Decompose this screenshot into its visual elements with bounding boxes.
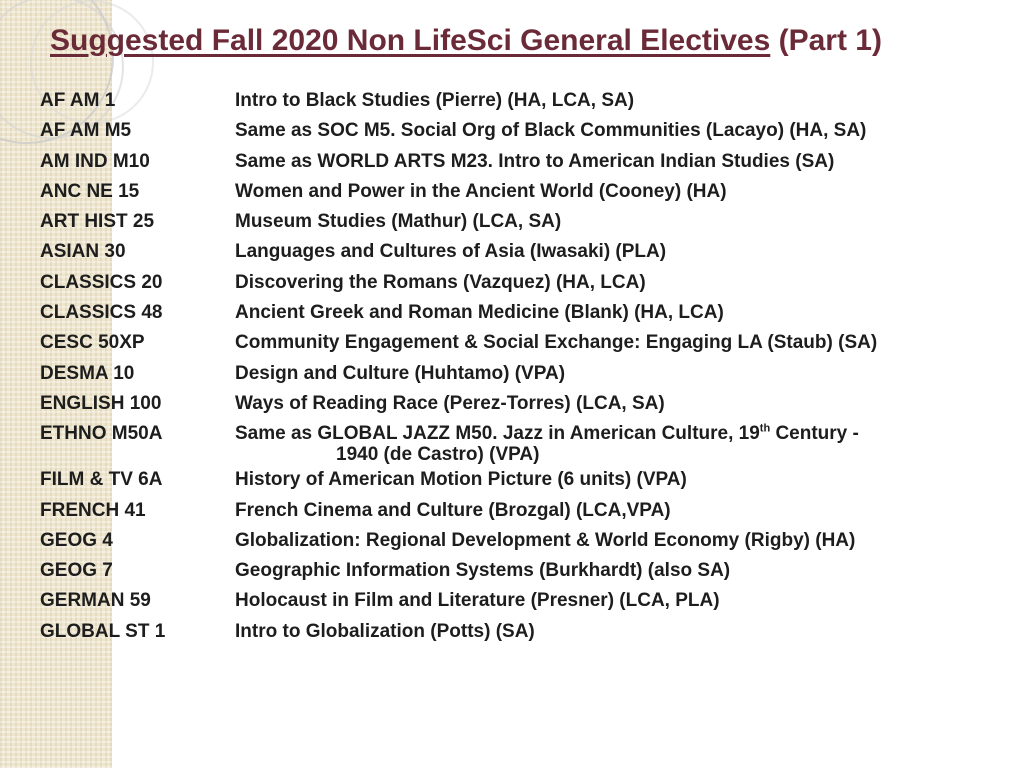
course-code: DESMA 10 — [40, 362, 135, 384]
course-description: Holocaust in Film and Literature (Presner) (LCA, PLA) — [235, 590, 720, 612]
course-description: Ancient Greek and Roman Medicine (Blank) (HA, LCA) — [235, 302, 724, 324]
course-code: GERMAN 59 — [40, 590, 151, 612]
course-row — [40, 298, 1010, 328]
ordinal-suffix: th — [759, 422, 771, 435]
course-description: History of American Motion Picture (6 units) (VPA) — [235, 469, 687, 491]
course-row — [40, 617, 1010, 647]
course-code: CESC 50XP — [40, 332, 145, 354]
course-row — [40, 177, 1010, 207]
course-description: Same as SOC M5. Social Org of Black Communities (Lacayo) (HA, SA) — [235, 120, 867, 142]
course-description: Women and Power in the Ancient World (Cooney) (HA) — [235, 180, 727, 202]
course-code: FRENCH 41 — [40, 499, 146, 521]
course-code: GEOG 7 — [40, 560, 113, 582]
course-description: Design and Culture (Huhtamo) (VPA) — [235, 362, 566, 384]
course-description-line1-end: Century - — [770, 423, 859, 445]
course-row — [40, 465, 1010, 495]
course-row — [40, 556, 1010, 586]
course-row — [40, 586, 1010, 616]
course-list — [40, 86, 1010, 647]
course-code: ETHNO M50A — [40, 423, 163, 445]
course-code: AF AM M5 — [40, 120, 132, 142]
course-row — [40, 268, 1010, 298]
course-row — [40, 207, 1010, 237]
slide-title-main: Suggested Fall 2020 Non LifeSci General Electives — [50, 24, 771, 57]
course-row — [40, 526, 1010, 556]
course-description: Intro to Black Studies (Pierre) (HA, LCA, SA) — [235, 90, 635, 111]
course-description: Community Engagement & Social Exchange: Engaging LA (Staub) (SA) — [235, 332, 878, 354]
course-row — [40, 86, 1010, 116]
course-code: ENGLISH 100 — [40, 392, 162, 414]
course-description-line1: Same as GLOBAL JAZZ M50. Jazz in American Culture, 19 — [235, 423, 760, 445]
course-row — [40, 359, 1010, 389]
course-description: Discovering the Romans (Vazquez) (HA, LCA) — [235, 271, 646, 293]
course-description: French Cinema and Culture (Brozgal) (LCA,VPA) — [235, 499, 671, 521]
course-code: FILM & TV 6A — [40, 469, 163, 491]
course-description: Same as WORLD ARTS M23. Intro to American Indian Studies (SA) — [235, 150, 835, 172]
course-row — [40, 237, 1010, 267]
course-code: CLASSICS 48 — [40, 302, 163, 324]
course-code: ANC NE 15 — [40, 180, 140, 202]
course-description: Intro to Globalization (Potts) (SA) — [235, 620, 535, 642]
slide-title — [50, 24, 882, 58]
course-code: ASIAN 30 — [40, 241, 126, 263]
course-code: GEOG 4 — [40, 529, 113, 551]
course-description: Museum Studies (Mathur) (LCA, SA) — [235, 211, 562, 233]
course-code: AF AM 1 — [40, 90, 116, 111]
course-description: Languages and Cultures of Asia (Iwasaki) (PLA) — [235, 241, 667, 263]
course-description: Ways of Reading Race (Perez-Torres) (LCA, SA) — [235, 392, 665, 414]
course-description-line2: 1940 (de Castro) (VPA) — [336, 444, 540, 466]
course-row — [40, 419, 1010, 465]
course-row — [40, 496, 1010, 526]
course-code: GLOBAL ST 1 — [40, 620, 166, 642]
course-description: Geographic Information Systems (Burkhardt) (also SA) — [235, 560, 731, 582]
course-row — [40, 328, 1010, 358]
course-description: Globalization: Regional Development & World Economy (Rigby) (HA) — [235, 529, 856, 551]
course-row — [40, 147, 1010, 177]
course-code: CLASSICS 20 — [40, 271, 163, 293]
slide-title-suffix: (Part 1) — [778, 24, 882, 57]
course-code: ART HIST 25 — [40, 211, 155, 233]
course-description — [235, 419, 859, 465]
course-row — [40, 389, 1010, 419]
course-code: AM IND M10 — [40, 150, 150, 172]
course-row — [40, 116, 1010, 146]
